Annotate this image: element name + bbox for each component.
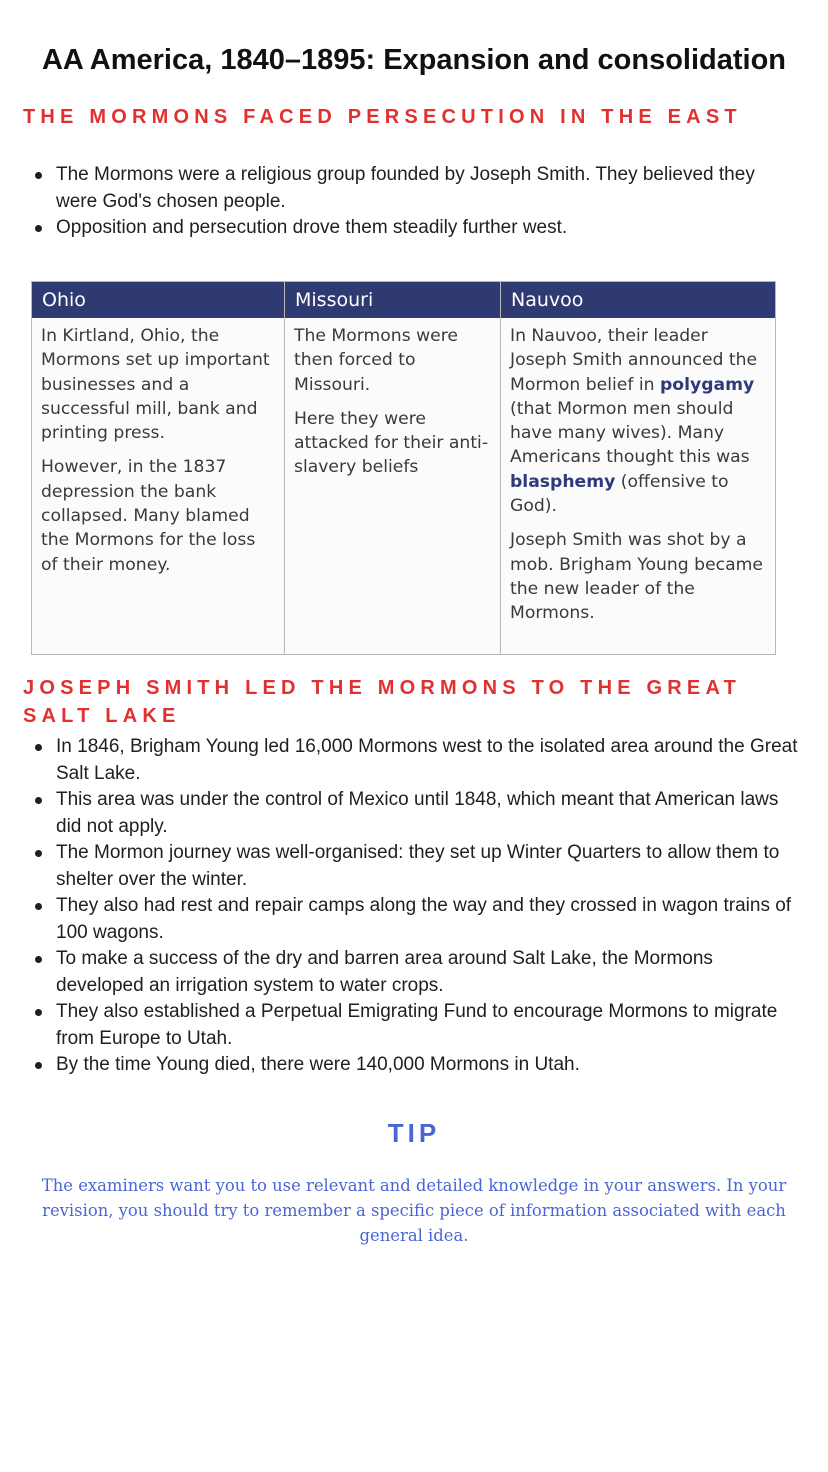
table-header-nauvoo: Nauvoo — [501, 282, 775, 318]
list-item: By the time Young died, there were 140,000 Mormons in Utah. — [30, 1052, 800, 1079]
table-cell-missouri-2: Here they were attacked for their anti-slavery beliefs — [294, 408, 489, 478]
nauvoo-text-middle: (that Mormon men should have many wives). Many Americans thought this was — [510, 398, 750, 468]
table-header-ohio: Ohio — [32, 282, 284, 318]
table-cell-nauvoo-2: Joseph Smith was shot by a mob. Brigham Young became the new leader of the Mormons. — [510, 530, 763, 624]
table-cell-nauvoo-1 — [510, 324, 767, 518]
term-blasphemy: blasphemy — [510, 471, 616, 492]
list-item: This area was under the control of Mexico until 1848, which meant that American laws did not apply. — [30, 787, 800, 840]
list-item: They also established a Perpetual Emigrating Fund to encourage Mormons to migrate from Europe to Utah. — [30, 999, 800, 1052]
term-polygamy: polygamy — [659, 374, 755, 395]
list-item: Opposition and persecution drove them steadily further west. — [30, 215, 800, 242]
tip-text: The examiners want you to use relevant and detailed knowledge in your answers. In your revision, you should try to remember a specific piece of information associated with each general idea. — [41, 1176, 787, 1245]
list-item: The Mormons were a religious group founded by Joseph Smith. They believed they were God's chosen people. — [30, 162, 800, 215]
section-heading-salt-lake: JOSEPH SMITH LED THE MORMONS TO THE GREAT SALT LAKE — [23, 677, 742, 727]
section-heading-persecution: THE MORMONS FACED PERSECUTION IN THE EAST — [23, 106, 742, 128]
persecution-bullet-list — [30, 162, 800, 242]
salt-lake-bullet-list — [30, 734, 800, 1079]
list-item: To make a success of the dry and barren area around Salt Lake, the Mormons developed an irrigation system to water crops. — [30, 946, 800, 999]
nauvoo-text-start: In Nauvoo, their leader Joseph Smith announced the Mormon belief in — [510, 326, 758, 395]
list-item: In 1846, Brigham Young led 16,000 Mormons west to the isolated area around the Great Salt Lake. — [30, 734, 800, 787]
page-title: AA America, 1840–1895: Expansion and consolidation — [41, 44, 787, 76]
list-item: They also had rest and repair camps along the way and they crossed in wagon trains of 100 wagons. — [30, 893, 800, 946]
table-column-nauvoo — [500, 282, 775, 654]
list-item: The Mormon journey was well-organised: they set up Winter Quarters to allow them to shelter over the winter. — [30, 840, 800, 893]
table-column-missouri — [284, 282, 500, 654]
table-cell-missouri-1: The Mormons were then forced to Missouri. — [294, 326, 459, 395]
table-cell-ohio-2: However, in the 1837 depression the bank collapsed. Many blamed the Mormons for the loss of their money. — [41, 457, 256, 575]
mormon-locations-table — [31, 281, 776, 655]
table-column-ohio — [32, 282, 284, 654]
nauvoo-text-end: (offensive to God). — [510, 471, 729, 517]
table-cell-ohio-1: In Kirtland, Ohio, the Mormons set up important businesses and a successful mill, bank and printing press. — [41, 326, 270, 444]
tip-title: TIP — [387, 1118, 441, 1148]
table-header-missouri: Missouri — [285, 282, 500, 318]
